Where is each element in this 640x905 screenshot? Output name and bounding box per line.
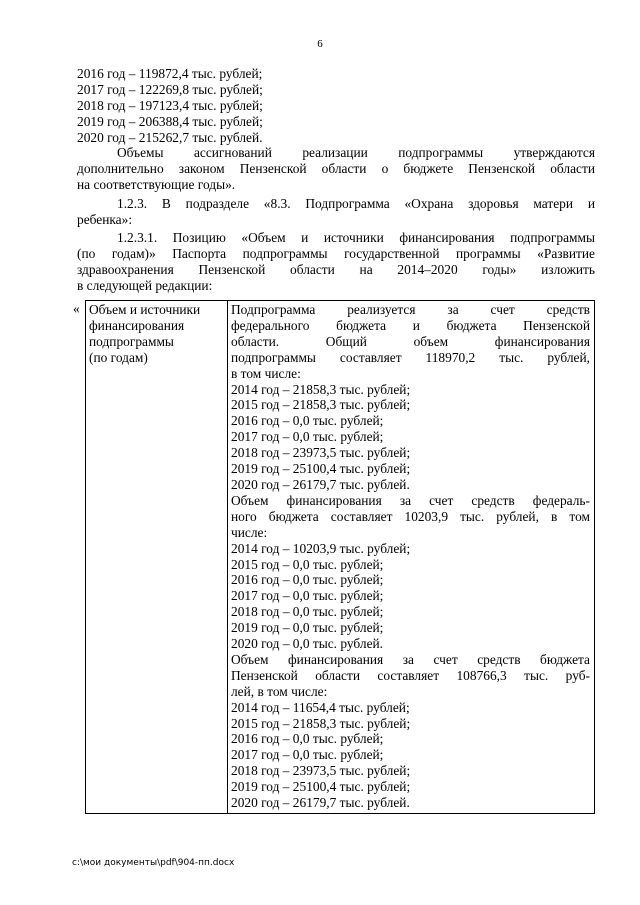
text-line: 2017 год – 0,0 тыс. рублей; — [231, 429, 384, 445]
paragraph-appropriations — [77, 145, 595, 193]
text-line: Подпрограмма реализуется за счет средств — [231, 302, 590, 317]
text-line: ного бюджета составляет 10203,9 тыс. рублей, в том — [231, 508, 590, 524]
text-line: Объем финансирования за счет средств бюджета — [231, 651, 590, 667]
text-line: 2020 год – 0,0 тыс. рублей. — [231, 636, 384, 652]
text-line: на соответствующие годы». — [77, 176, 236, 192]
text-line: 2017 год – 122269,8 тыс. рублей; — [77, 81, 263, 97]
text-line: Объемы ассигнований реализации подпрограммы утверждаются — [117, 145, 595, 160]
text-line: 2020 год – 215262,7 тыс. рублей. — [77, 129, 263, 145]
paragraph-subsection — [77, 196, 595, 228]
text-line: (по годам)» Паспорта подпрограммы государственной программы «Развитие — [77, 245, 595, 261]
text-line: 2018 год – 0,0 тыс. рублей; — [231, 604, 384, 620]
text-line: 2014 год – 21858,3 тыс. рублей; — [231, 381, 411, 397]
text-line: 2017 год – 0,0 тыс. рублей; — [231, 588, 384, 604]
text-line: 2019 год – 206388,4 тыс. рублей; — [77, 113, 263, 129]
file-path-footer: c:\мои документы\pdf\904-пп.docx — [72, 858, 235, 868]
text-line: 2016 год – 0,0 тыс. рублей; — [231, 413, 384, 429]
text-line: лей, в том числе: — [231, 683, 328, 699]
text-line: Объем финансирования за счет средств федераль- — [231, 492, 590, 508]
text-line: 2014 год – 10203,9 тыс. рублей; — [231, 540, 411, 556]
funding-table — [85, 300, 595, 814]
text-line: 2015 год – 21858,3 тыс. рублей; — [231, 715, 411, 731]
text-line: ребенка»: — [77, 211, 133, 227]
year-list — [77, 66, 595, 146]
text-line: здравоохранения Пензенской области на 2014–2020 годы» изложить — [77, 261, 595, 277]
text-line: финансирования — [89, 317, 185, 333]
text-line: подпрограммы составляет 118970,2 тыс. рублей, — [231, 349, 590, 365]
text-line: 2017 год – 0,0 тыс. рублей; — [231, 747, 384, 763]
opening-quote: « — [73, 301, 80, 316]
text-line: 2019 год – 0,0 тыс. рублей; — [231, 620, 384, 636]
text-line: 1.2.3. В подразделе «8.3. Подпрограмма «Охрана здоровья матери и — [117, 196, 595, 211]
text-line: 2019 год – 25100,4 тыс. рублей; — [231, 461, 411, 477]
text-line: 2018 год – 197123,4 тыс. рублей; — [77, 97, 263, 113]
table-cell-label — [86, 301, 228, 814]
text-line: 2018 год – 23973,5 тыс. рублей; — [231, 445, 411, 461]
text-line: 2014 год – 11654,4 тыс. рублей; — [231, 699, 410, 715]
text-line: подпрограммы — [89, 333, 174, 349]
text-line: дополнительно законом Пензенской области о бюджете Пензенской области — [77, 160, 595, 176]
text-line: 2018 год – 23973,5 тыс. рублей; — [231, 763, 411, 779]
text-line: Пензенской области составляет 108766,3 тыс. руб- — [231, 667, 590, 683]
text-line: числе: — [231, 524, 268, 540]
paragraph-position — [77, 230, 595, 294]
text-line: 1.2.3.1. Позицию «Объем и источники финансирования подпрограммы — [117, 230, 595, 245]
text-line: федерального бюджета и бюджета Пензенской — [231, 317, 590, 333]
table-cell-content — [228, 301, 595, 814]
text-line: (по годам) — [89, 349, 148, 365]
text-line: области. Общий объем финансирования — [231, 333, 590, 349]
text-line: 2016 год – 0,0 тыс. рублей; — [231, 572, 384, 588]
table-row — [86, 301, 595, 814]
text-line: в том числе: — [231, 365, 301, 381]
page-number: 6 — [317, 38, 323, 50]
text-line: 2016 год – 119872,4 тыс. рублей; — [77, 66, 263, 81]
text-line: 2015 год – 0,0 тыс. рублей; — [231, 556, 384, 572]
text-line: 2016 год – 0,0 тыс. рублей; — [231, 731, 384, 747]
text-line: 2020 год – 26179,7 тыс. рублей. — [231, 795, 410, 811]
text-line: в следующей редакции: — [77, 277, 213, 293]
text-line: 2019 год – 25100,4 тыс. рублей; — [231, 779, 411, 795]
text-line: 2020 год – 26179,7 тыс. рублей. — [231, 476, 410, 492]
text-line: 2015 год – 21858,3 тыс. рублей; — [231, 397, 411, 413]
text-line: Объем и источники — [89, 302, 201, 317]
